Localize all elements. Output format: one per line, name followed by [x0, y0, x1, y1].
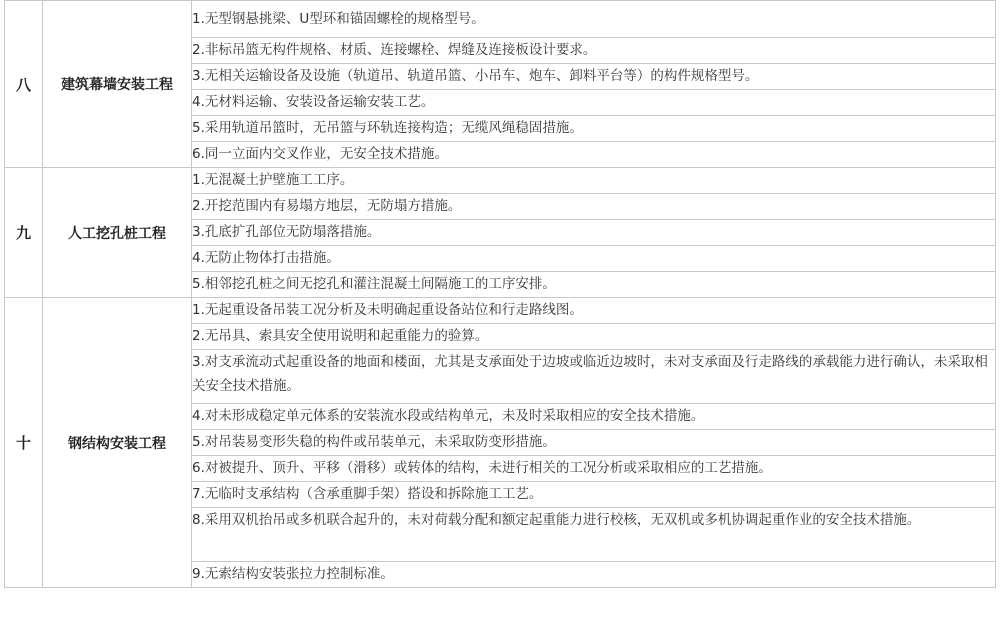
requirement-item: 2.无吊具、索具安全使用说明和起重能力的验算。: [192, 324, 996, 350]
table-row: [5, 298, 996, 324]
requirement-item: 6.同一立面内交叉作业，无安全技术措施。: [192, 142, 996, 168]
requirement-item: 9.无索结构安装张拉力控制标准。: [192, 562, 996, 588]
requirement-item: 5.相邻挖孔桩之间无挖孔和灌注混凝土间隔施工的工序安排。: [192, 272, 996, 298]
section-name: 人工挖孔桩工程: [43, 168, 192, 298]
requirement-item: 4.对未形成稳定单元体系的安装流水段或结构单元，未及时采取相应的安全技术措施。: [192, 404, 996, 430]
section-number: 九: [5, 168, 43, 298]
requirement-item: 1.无混凝土护壁施工工序。: [192, 168, 996, 194]
section-name: 钢结构安装工程: [43, 298, 192, 588]
requirement-item: 3.孔底扩孔部位无防塌落措施。: [192, 220, 996, 246]
table-row: [5, 1, 996, 38]
requirement-item: 1.无起重设备吊装工况分析及未明确起重设备站位和行走路线图。: [192, 298, 996, 324]
requirement-item: 3.对支承流动式起重设备的地面和楼面，尤其是支承面处于边坡或临近边坡时，未对支承面及行走路线的承载能力进行确认，未采取相关安全技术措施。: [192, 350, 996, 404]
requirement-item: 7.无临时支承结构（含承重脚手架）搭设和拆除施工工艺。: [192, 482, 996, 508]
requirement-item: 2.开挖范围内有易塌方地层，无防塌方措施。: [192, 194, 996, 220]
requirement-item: 3.无相关运输设备及设施（轨道吊、轨道吊篮、小吊车、炮车、卸料平台等）的构件规格型号。: [192, 64, 996, 90]
requirement-item: 8.采用双机抬吊或多机联合起升的，未对荷载分配和额定起重能力进行校核，无双机或多机协调起重作业的安全技术措施。: [192, 508, 996, 562]
requirement-item: 1.无型钢悬挑梁、U型环和锚固螺栓的规格型号。: [192, 1, 996, 38]
requirement-item: 4.无材料运输、安装设备运输安装工艺。: [192, 90, 996, 116]
requirement-item: 2.非标吊篮无构件规格、材质、连接螺栓、焊缝及连接板设计要求。: [192, 38, 996, 64]
requirement-item: 5.采用轨道吊篮时，无吊篮与环轨连接构造；无缆风绳稳固措施。: [192, 116, 996, 142]
requirement-item: 5.对吊装易变形失稳的构件或吊装单元，未采取防变形措施。: [192, 430, 996, 456]
section-number: 八: [5, 1, 43, 168]
requirements-table: [4, 0, 996, 588]
section-number: 十: [5, 298, 43, 588]
requirement-item: 4.无防止物体打击措施。: [192, 246, 996, 272]
section-name: 建筑幕墙安装工程: [43, 1, 192, 168]
requirement-item: 6.对被提升、顶升、平移（滑移）或转体的结构，未进行相关的工况分析或采取相应的工艺措施。: [192, 456, 996, 482]
table-row: [5, 168, 996, 194]
